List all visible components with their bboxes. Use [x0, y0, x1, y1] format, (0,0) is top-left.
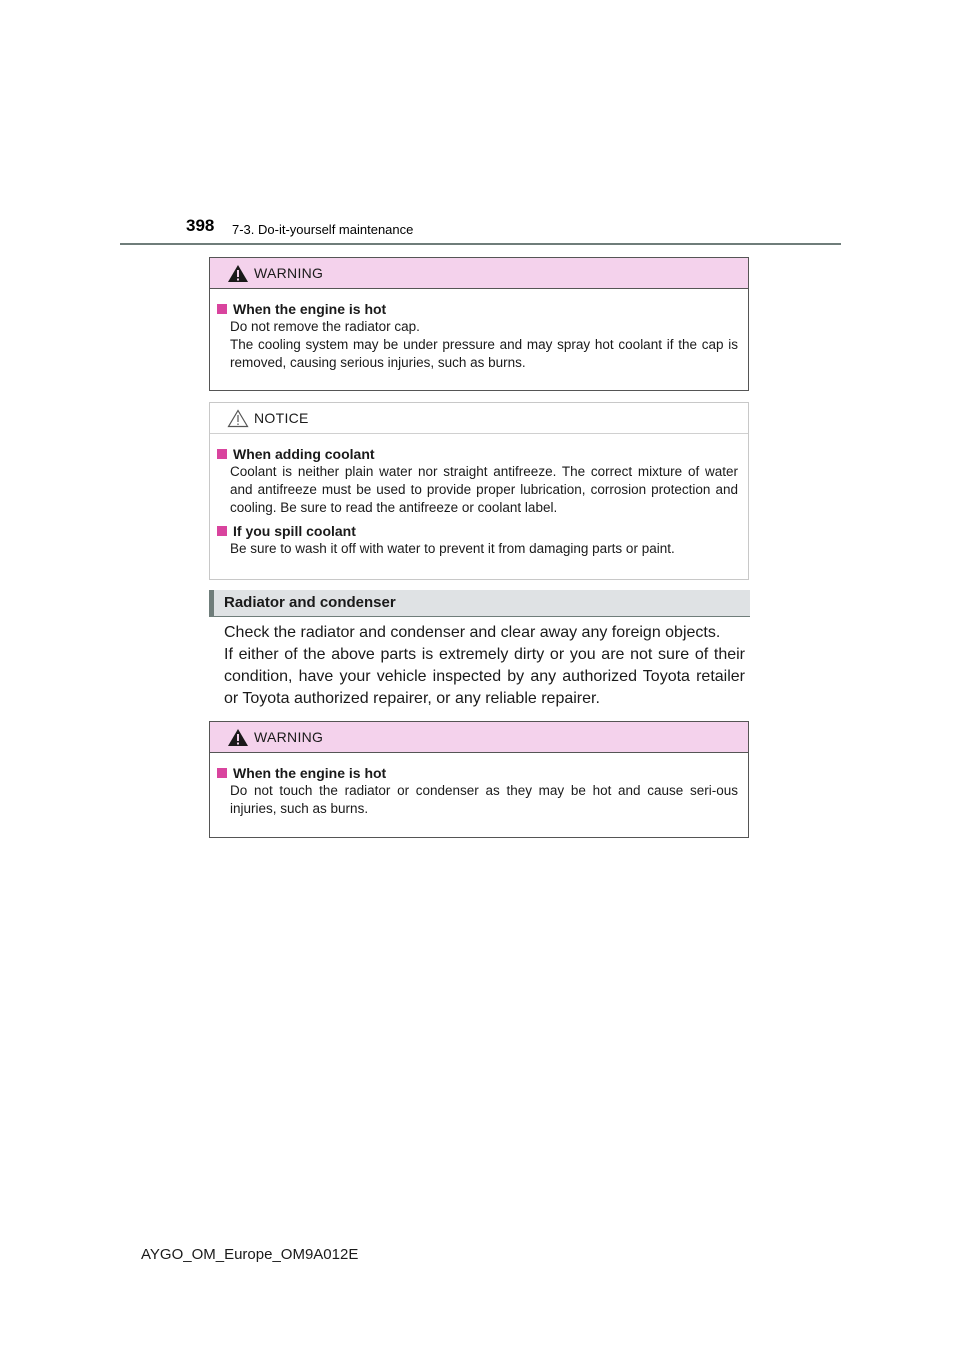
square-bullet-icon — [217, 304, 227, 314]
warning-header — [210, 258, 748, 289]
warning-item-text — [230, 318, 738, 372]
square-bullet-icon — [217, 768, 227, 778]
notice-item — [217, 522, 738, 558]
warning-label: WARNING — [254, 729, 324, 745]
document-code: AYGO_OM_Europe_OM9A012E — [141, 1246, 359, 1263]
warning-box-engine-hot-radiator — [209, 721, 749, 838]
notice-item-text: Be sure to wash it off with water to prevent it from damaging parts or paint. — [230, 541, 675, 556]
header-rule — [120, 243, 841, 245]
warning-label: WARNING — [254, 265, 324, 281]
section-label: 7-3. Do-it-yourself maintenance — [232, 222, 414, 237]
notice-item-title: If you spill coolant — [233, 523, 356, 539]
notice-label: NOTICE — [254, 410, 309, 426]
warning-item-text: Do not touch the radiator or condenser as they may be hot and cause seri-ous injuries, such as burns. — [230, 783, 738, 816]
warning-item-title: When the engine is hot — [233, 765, 387, 781]
section-heading — [209, 590, 750, 617]
notice-header — [210, 403, 748, 434]
notice-item-text: Coolant is neither plain water nor straight antifreeze. The correct mixture of water and antifreeze must be used to provide proper lubrication, corrosion protection and cooling. Be sure to read the antifreeze or coolant label. — [230, 464, 738, 515]
notice-item-title: When adding coolant — [233, 446, 375, 462]
notice-box-coolant — [209, 402, 749, 580]
square-bullet-icon — [217, 449, 227, 459]
warning-item — [217, 300, 738, 372]
page-number: 398 — [186, 216, 215, 235]
warning-item — [217, 764, 738, 818]
body-paragraph-2: If either of the above parts is extremely dirty or you are not sure of their condition, have your vehicle inspected by any authorized Toyota retailer or Toyota authorized repairer, or any reliable repairer. — [224, 646, 745, 707]
warning-text-line-1: Do not remove the radiator cap. — [230, 319, 420, 334]
body-paragraph-1: Check the radiator and condenser and clear away any foreign objects. — [224, 624, 721, 641]
square-bullet-icon — [217, 526, 227, 536]
caution-triangle-outline-icon — [227, 409, 249, 428]
warning-triangle-icon — [227, 728, 249, 747]
warning-box-engine-hot-cap — [209, 257, 749, 391]
section-heading-text: Radiator and condenser — [224, 594, 396, 611]
notice-item — [217, 445, 738, 517]
warning-item-title: When the engine is hot — [233, 301, 387, 317]
warning-text-line-2: The cooling system may be under pressure and may spray hot coolant if the cap is removed, causing serious injuries, such as burns. — [230, 337, 738, 370]
heading-accent — [209, 590, 214, 616]
warning-triangle-icon — [227, 264, 249, 283]
warning-header — [210, 722, 748, 753]
